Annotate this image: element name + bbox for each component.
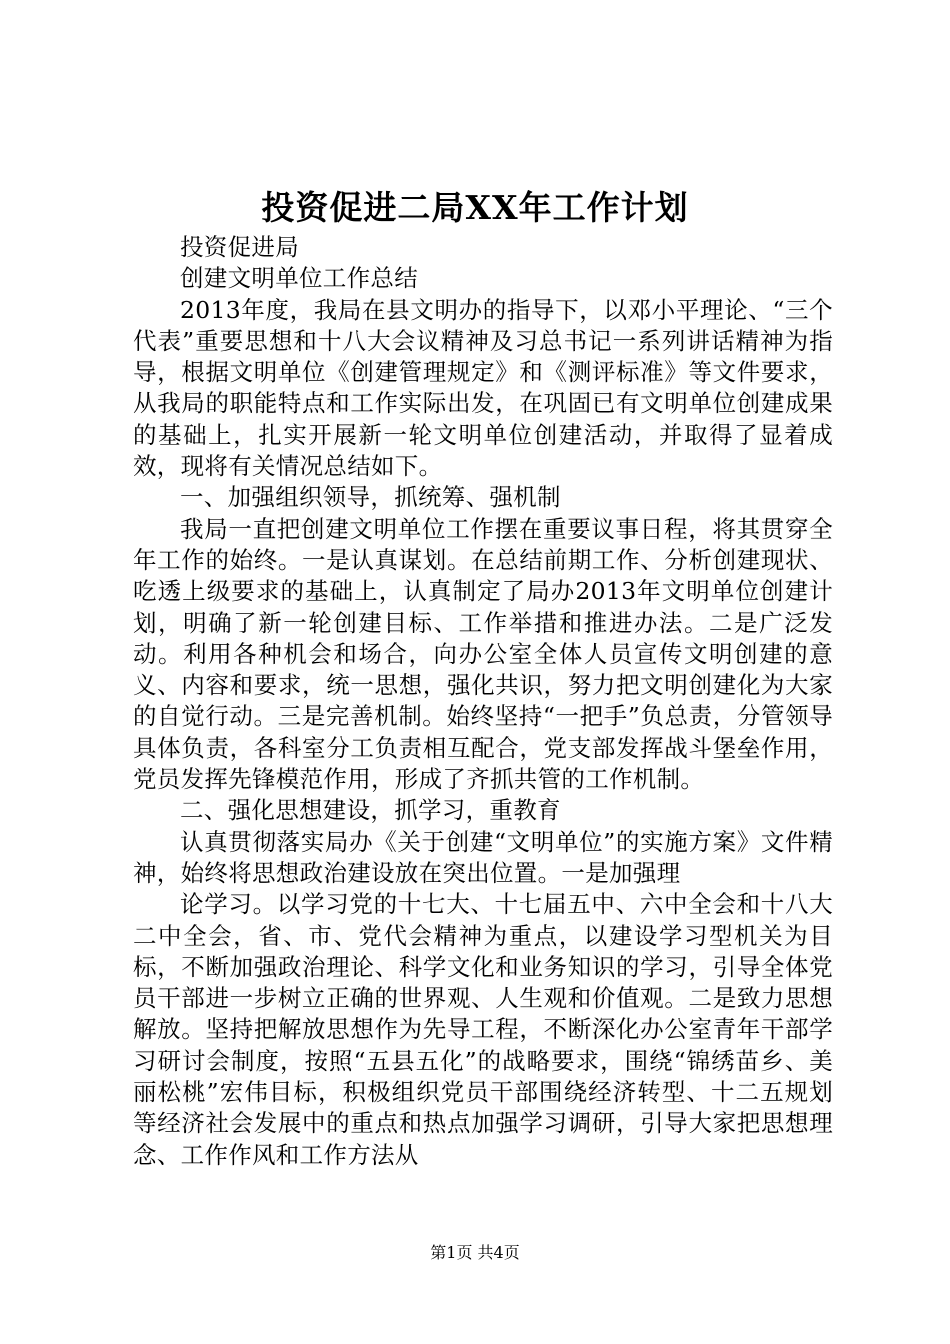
paragraph-intro: 2013年度，我局在县文明办的指导下，以邓小平理论、“三个代表”重要思想和十八大会议精神及习总书记一系列讲话精神为指导，根据文明单位《创建管理规定》和《测评标准》等文件要求，从我局的职能特点和工作实际出发，在巩固已有文明单位创建成果的基础上，扎实开展新一轮文明单位创建活动，并取得了显着成效，现将有关情况总结如下。: [133, 295, 833, 481]
section-heading-2: 二、强化思想建设，抓学习，重教育: [180, 796, 561, 825]
paragraph-section-2a: 认真贯彻落实局办《关于创建“文明单位”的实施方案》文件精神，始终将思想政治建设放在突出位置。一是加强理: [133, 827, 833, 887]
paragraph-org-name: 投资促进局: [180, 233, 299, 261]
section-heading-1: 一、加强组织领导，抓统筹、强机制: [180, 483, 561, 512]
paragraph-section-2b: 论学习。以学习党的十七大、十七届五中、六中全会和十八大二中全会，省、市、党代会精神为重点，以建设学习型机关为目标，不断加强政治理论、科学文化和业务知识的学习，引导全体党员干部进一步树立正确的世界观、人生观和价值观。二是致力思想解放。坚持把解放思想作为先导工程，不断深化办公室青年干部学习研讨会制度，按照“五县五化”的战略要求，围绕“锦绣苗乡、美丽松桃”宏伟目标，积极组织党员干部围绕经济转型、十二五规划等经济社会发展中的重点和热点加强学习调研，引导大家把思想理念、工作作风和工作方法从: [133, 890, 833, 1169]
paragraph-section-1: 我局一直把创建文明单位工作摆在重要议事日程，将其贯穿全年工作的始终。一是认真谋划。在总结前期工作、分析创建现状、吃透上级要求的基础上，认真制定了局办2013年文明单位创建计划，明确了新一轮创建目标、工作举措和推进办法。二是广泛发动。利用各种机会和场合，向办公室全体人员宣传文明创建的意义、内容和要求，统一思想，强化共识，努力把文明创建化为大家的自觉行动。三是完善机制。始终坚持“一把手”负总责，分管领导具体负责，各科室分工负责相互配合，党支部发挥战斗堡垒作用，党员发挥先锋模范作用，形成了齐抓共管的工作机制。: [133, 514, 833, 794]
page-number-footer: 第1页 共4页: [430, 1243, 520, 1262]
paragraph-subtitle: 创建文明单位工作总结: [180, 264, 418, 293]
document-body: [133, 232, 833, 1171]
document-title: 投资促进二局XX年工作计划: [261, 188, 689, 227]
